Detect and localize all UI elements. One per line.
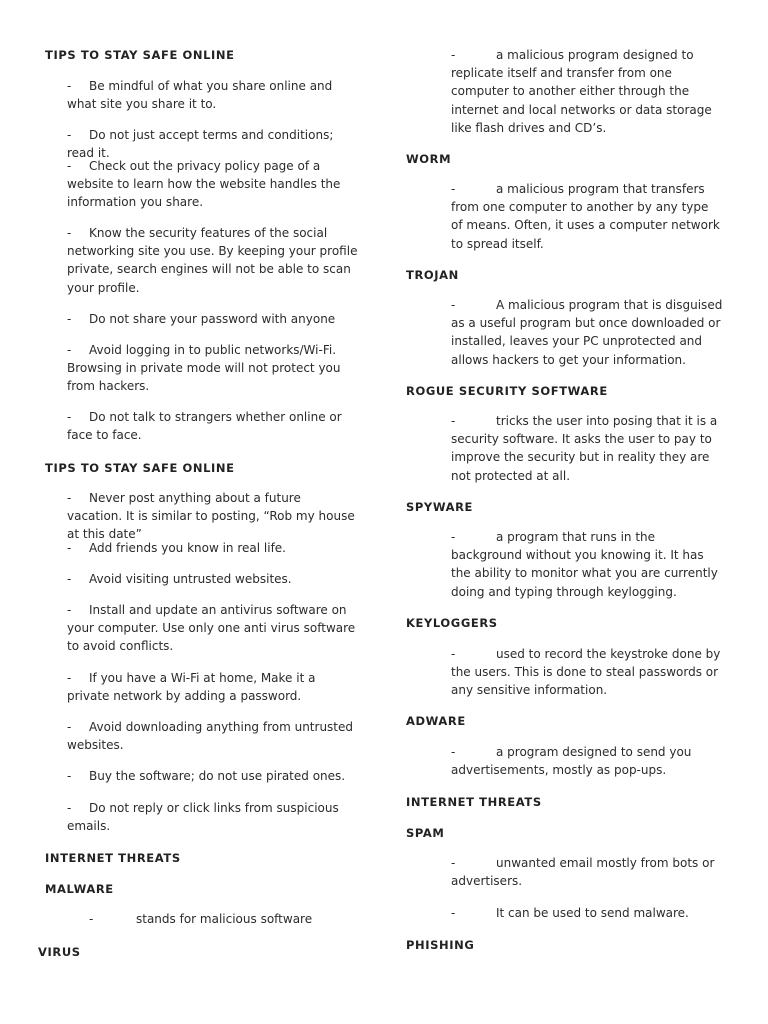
tip-text: Install and update an antivirus software on your computer. Use only one anti virus software to avoid conflicts. [67, 603, 356, 654]
tips-heading-1: TIPS TO STAY SAFE ONLINE [45, 48, 235, 62]
worm-definition [451, 180, 723, 253]
definition-text: used to record the keystroke done by the users. This is done to steal passwords or any sensitive information. [451, 647, 721, 698]
trojan-definition [451, 296, 723, 369]
tip-item [67, 601, 359, 656]
tip-text: Know the security features of the social networking site you use. By keeping your profile private, search engines will not be able to scan your profile. [67, 226, 358, 295]
tip-item [67, 77, 359, 113]
bullet-dash: - [451, 48, 456, 62]
bullet-dash: - [67, 226, 72, 240]
bullet-dash: - [451, 530, 456, 544]
trojan-heading: TROJAN [406, 268, 459, 282]
bullet-dash: - [451, 906, 456, 920]
tip-item [67, 718, 359, 754]
tip-text: Do not talk to strangers whether online or face to face. [67, 410, 342, 443]
spyware-heading: SPYWARE [406, 500, 474, 514]
malware-heading: MALWARE [45, 882, 114, 896]
spyware-definition [451, 528, 723, 601]
tip-text: Never post anything about a future vacation. It is similar to posting, “Rob my house at this date” [67, 491, 355, 542]
bullet-dash: - [67, 603, 72, 617]
tip-text: Check out the privacy policy page of a website to learn how the website handles the information you share. [67, 159, 341, 210]
bullet-dash: - [67, 671, 72, 685]
adware-definition [451, 743, 723, 779]
bullet-dash: - [67, 312, 72, 326]
tip-text: Add friends you know in real life. [89, 541, 286, 555]
tip-text: Do not share your password with anyone [89, 312, 336, 326]
bullet-dash: - [67, 343, 72, 357]
spam-definition [451, 904, 723, 922]
bullet-dash: - [67, 79, 72, 93]
tip-item [67, 341, 359, 396]
bullet-dash: - [67, 541, 72, 555]
adware-heading: ADWARE [406, 714, 466, 728]
bullet-dash: - [67, 128, 72, 142]
keyloggers-heading: KEYLOGGERS [406, 616, 498, 630]
internet-threats-heading-2: INTERNET THREATS [406, 795, 542, 809]
tip-text: If you have a Wi-Fi at home, Make it a private network by adding a password. [67, 671, 316, 704]
definition-text: tricks the user into posing that it is a security software. It asks the user to pay to improve the security but in reality they are not protected at all. [451, 414, 718, 483]
bullet-dash: - [451, 745, 456, 759]
definition-text: a malicious program that transfers from one computer to another by any type of means. Often, it uses a computer network to spread itself. [451, 182, 720, 251]
bullet-dash: - [451, 414, 456, 428]
tip-text: Do not just accept terms and conditions; read it. [67, 128, 334, 161]
tips-heading-2: TIPS TO STAY SAFE ONLINE [45, 461, 235, 475]
tip-item [67, 310, 359, 328]
tip-item [67, 799, 359, 835]
tip-item [67, 157, 359, 212]
tip-item [67, 539, 359, 557]
phishing-heading: PHISHING [406, 938, 475, 952]
tip-text: Avoid logging in to public networks/Wi-Fi. Browsing in private mode will not protect you from hackers. [67, 343, 341, 394]
bullet-dash: - [67, 720, 72, 734]
bullet-dash: - [451, 182, 456, 196]
virus-heading: VIRUS [38, 945, 81, 959]
tip-text: Avoid downloading anything from untrusted websites. [67, 720, 354, 753]
definition-text: stands for malicious software [136, 912, 313, 926]
tip-text: Buy the software; do not use pirated ones. [89, 769, 346, 783]
bullet-dash: - [67, 801, 72, 815]
tip-item [67, 767, 359, 785]
definition-text: a program designed to send you advertisements, mostly as pop-ups. [451, 745, 692, 778]
bullet-dash: - [451, 856, 456, 870]
spam-definition [451, 854, 723, 890]
rogue-definition [451, 412, 723, 485]
tip-item [67, 489, 359, 544]
tip-item [67, 408, 359, 444]
bullet-dash: - [67, 491, 72, 505]
virus-definition [451, 46, 723, 137]
definition-text: It can be used to send malware. [496, 906, 689, 920]
bullet-dash: - [451, 298, 456, 312]
tip-text: Avoid visiting untrusted websites. [89, 572, 292, 586]
bullet-dash: - [67, 769, 72, 783]
definition-text: a program that runs in the background without you knowing it. It has the ability to monitor what you are currently doing and typing through keylogging. [451, 530, 718, 599]
definition-text: unwanted email mostly from bots or advertisers. [451, 856, 715, 889]
bullet-dash: - [67, 159, 72, 173]
bullet-dash: - [451, 647, 456, 661]
internet-threats-heading: INTERNET THREATS [45, 851, 181, 865]
tip-text: Do not reply or click links from suspicious emails. [67, 801, 339, 834]
worm-heading: WORM [406, 152, 452, 166]
bullet-dash: - [67, 572, 72, 586]
spam-heading: SPAM [406, 826, 445, 840]
tip-item [67, 224, 359, 297]
definition-text: A malicious program that is disguised as a useful program but once downloaded or installed, leaves your PC unprotected and allows hackers to get your information. [451, 298, 723, 367]
definition-text: a malicious program designed to replicate itself and transfer from one computer to another either through the internet and local networks or data storage like flash drives and CD’s. [451, 48, 712, 135]
malware-definition [89, 910, 349, 928]
keyloggers-definition [451, 645, 723, 700]
rogue-security-software-heading: ROGUE SECURITY SOFTWARE [406, 384, 608, 398]
tip-item [67, 570, 359, 588]
bullet-dash: - [67, 410, 72, 424]
tip-item [67, 669, 359, 705]
bullet-dash: - [89, 912, 94, 926]
tip-text: Be mindful of what you share online and what site you share it to. [67, 79, 333, 112]
